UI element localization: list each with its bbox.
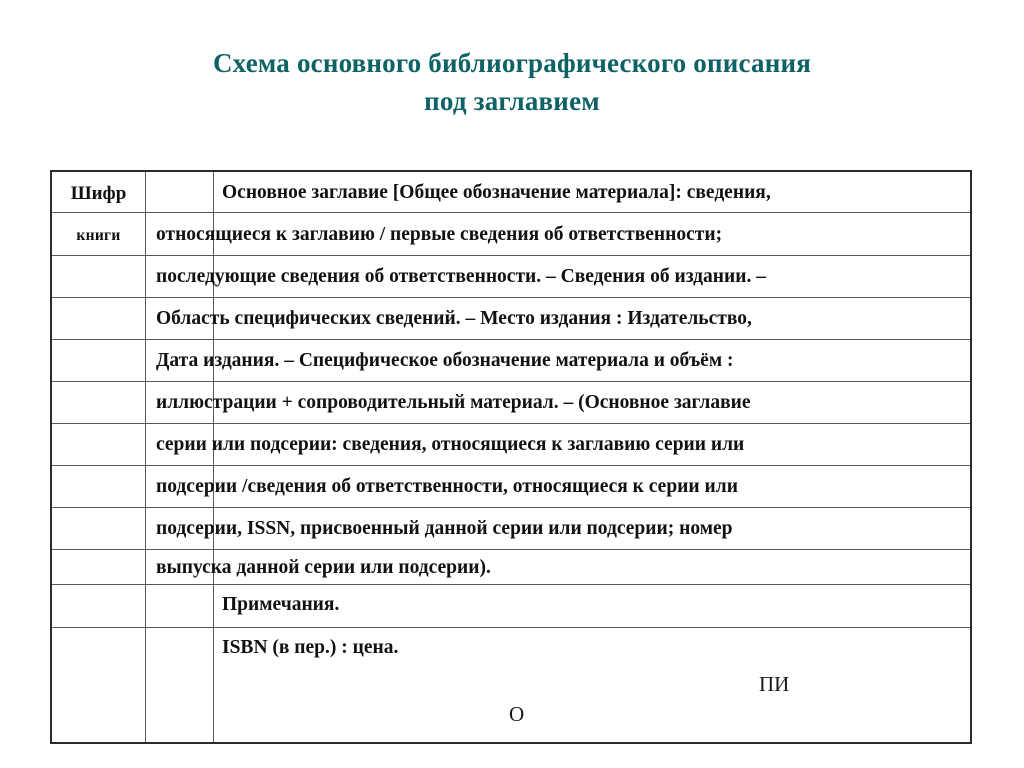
mark-o: О <box>509 702 525 726</box>
row-divider-7 <box>52 465 970 466</box>
row-divider-10 <box>52 584 970 585</box>
shifr-label: Шифр <box>70 183 127 204</box>
knigi-label: книги <box>76 227 121 244</box>
schema-row-text-5: Дата издания. – Специфическое обозначение материала и объём : <box>156 350 734 371</box>
page-title <box>60 44 964 120</box>
row-divider-8 <box>52 507 970 508</box>
schema-row-text-4: Область специфических сведений. – Место издания : Издательство, <box>156 308 752 329</box>
schema-row-text-9: подсерии, ISSN, присвоенный данной серии или подсерии; номер <box>156 518 733 539</box>
row-divider-4 <box>52 339 970 340</box>
schema-row-text-8: подсерии /сведения об ответственности, относящиеся к серии или <box>156 476 738 497</box>
schema-row-text-10: выпуска данной серии или подсерии). <box>156 557 491 578</box>
schema-row-text-3: последующие сведения об ответственности. – Сведения об издании. – <box>156 266 766 287</box>
schema-row-text-1: Основное заглавие [Общее обозначение материала]: сведения, <box>222 182 771 203</box>
column-divider-1 <box>145 172 146 742</box>
schema-row-text-11: Примечания. <box>222 594 340 615</box>
row-divider-5 <box>52 381 970 382</box>
bibliographic-schema-table <box>50 170 972 744</box>
page-title-line-2: под заглавием <box>424 86 600 116</box>
row-divider-3 <box>52 297 970 298</box>
schema-row-text-6: иллюстрации + сопроводительный материал. – (Основное заглавие <box>156 392 751 413</box>
row-divider-6 <box>52 423 970 424</box>
schema-row-text-12: ISBN (в пер.) : цена. <box>222 637 399 658</box>
row-divider-2 <box>52 255 970 256</box>
schema-row-text-2: относящиеся к заглавию / первые сведения об ответственности; <box>156 224 723 245</box>
row-divider-11 <box>52 627 970 628</box>
column-divider-2 <box>213 172 214 742</box>
schema-row-text-7: серии или подсерии: сведения, относящиеся к заглавию серии или <box>156 434 745 455</box>
page-title-line-1: Схема основного библиографического описания <box>212 48 812 78</box>
mark-pi: ПИ <box>759 672 790 696</box>
row-divider-9 <box>52 549 970 550</box>
row-divider-1 <box>52 212 970 213</box>
